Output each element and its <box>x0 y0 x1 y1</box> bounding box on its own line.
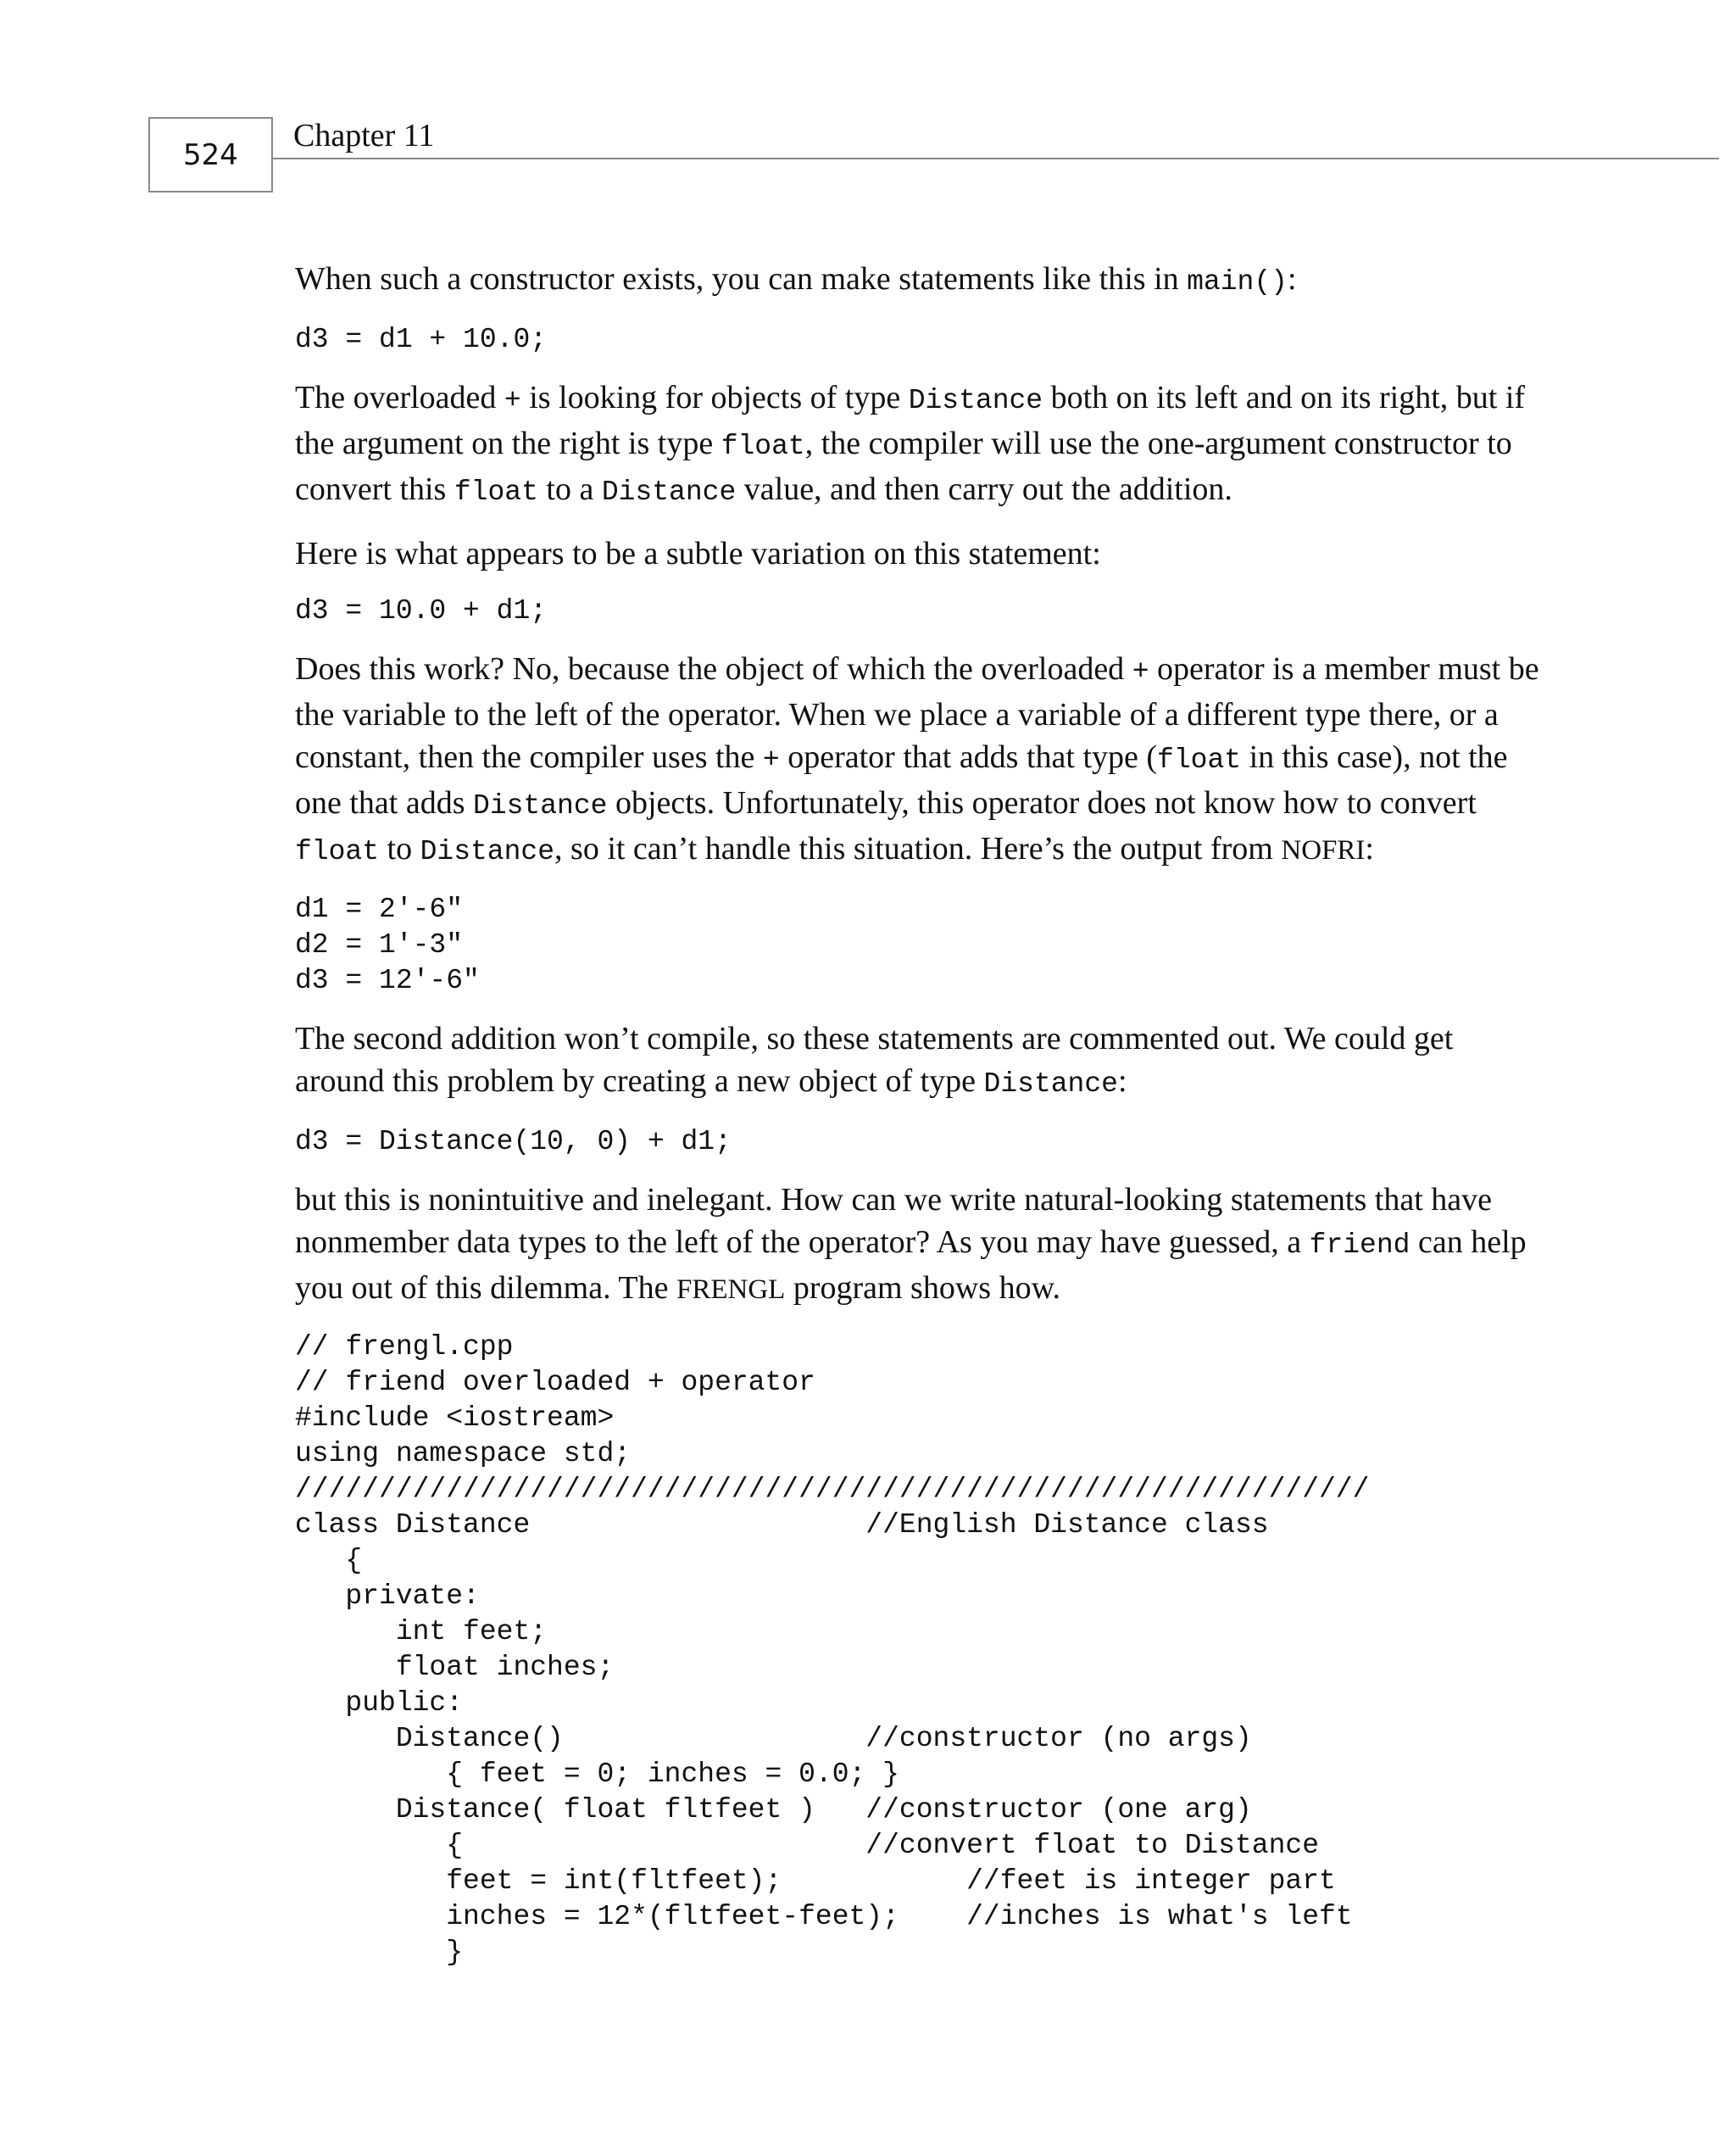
program-name: NOFRI <box>1281 835 1366 866</box>
text-run: operator that adds that type ( <box>779 739 1158 775</box>
text-run: is looking for objects of type <box>520 380 909 415</box>
text-run: , the compiler will use the one-argument constructor to convert this <box>295 426 1512 507</box>
text-run: but this is nonintuitive and inelegant. How can we write natural-looking statements that have nonmember data types to the left of the operator? As you may have guessed, a <box>295 1182 1492 1260</box>
text-run: to a <box>537 471 602 507</box>
text-run: When such a constructor exists, you can make statements like this in <box>295 261 1188 297</box>
inline-code: float <box>721 431 805 462</box>
inline-code: Distance <box>983 1068 1118 1100</box>
page-body <box>295 258 1550 1989</box>
paragraph-3 <box>295 532 1550 575</box>
code-example-2: d3 = 10.0 + d1; <box>295 595 548 627</box>
inline-code: + <box>504 385 521 416</box>
inline-code: float <box>453 477 538 508</box>
text-run: Here is what appears to be a subtle variation on this statement: <box>295 536 1101 571</box>
inline-code: main() <box>1187 266 1288 298</box>
text-run: can help you out of this dilemma. The <box>295 1224 1527 1306</box>
code-example-1: d3 = d1 + 10.0; <box>295 324 548 355</box>
header-rule <box>273 158 1719 159</box>
paragraph-5 <box>295 1017 1550 1106</box>
chapter-title: Chapter 11 <box>293 118 435 153</box>
inline-code: friend <box>1309 1229 1410 1261</box>
text-run: The second addition won’t compile, so these statements are commented out. We could get around this problem by creating a new object of type <box>295 1021 1454 1099</box>
inline-code: + <box>762 744 780 776</box>
inline-code: Distance <box>601 477 737 508</box>
inline-code: + <box>1132 656 1149 688</box>
text-run: : <box>1287 261 1297 297</box>
inline-code: float <box>1157 744 1242 776</box>
code-listing: // frengl.cpp // friend overloaded + operator #include <iostream> using namespace std; //////////////////////////////////////////////////////////////// class Distance //English Distance class { private: int feet; float inches; public: Distance() //constructor (no args) { feet = 0; inches = 0.0; } Distance( float fltfeet ) //constructor (one arg) { //convert float to Distance feet = int(fltfeet); //feet is integer part inches = 12*(fltfeet-feet); //inches is what's left } <box>295 1331 1370 1968</box>
text-run: : <box>1365 831 1374 867</box>
text-run: The overloaded <box>295 380 504 415</box>
inline-code: Distance <box>473 790 608 822</box>
text-run: value, and then carry out the addition. <box>736 471 1232 507</box>
text-run: : <box>1117 1063 1127 1099</box>
program-output: d1 = 2'-6" d2 = 1'-3" d3 = 12'-6" <box>295 894 480 996</box>
text-run: to <box>379 831 420 867</box>
text-run: both on its left and on its right, but if the argument on the right is type <box>295 380 1526 461</box>
paragraph-4 <box>295 648 1550 873</box>
paragraph-1 <box>295 258 1550 304</box>
text-run: Does this work? No, because the object of which the overloaded <box>295 651 1132 687</box>
text-run: program shows how. <box>785 1270 1061 1306</box>
paragraph-2 <box>295 376 1550 514</box>
paragraph-6 <box>295 1179 1550 1311</box>
text-run: in this case), not the one that adds <box>295 739 1508 821</box>
inline-code: Distance <box>420 836 555 867</box>
text-run: , so it can’t handle this situation. Here’s the output from <box>554 831 1282 867</box>
program-name: FRENGL <box>676 1274 786 1305</box>
code-example-3: d3 = Distance(10, 0) + d1; <box>295 1126 732 1157</box>
inline-code: float <box>295 836 380 867</box>
text-run: objects. Unfortunately, this operator does not know how to convert <box>607 785 1477 821</box>
inline-code: Distance <box>908 385 1043 416</box>
page-number: 524 <box>148 117 273 192</box>
text-run: operator is a member must be the variable to the left of the operator. When we place a variable of a different type there, or a constant, then the compiler uses the <box>295 651 1539 775</box>
